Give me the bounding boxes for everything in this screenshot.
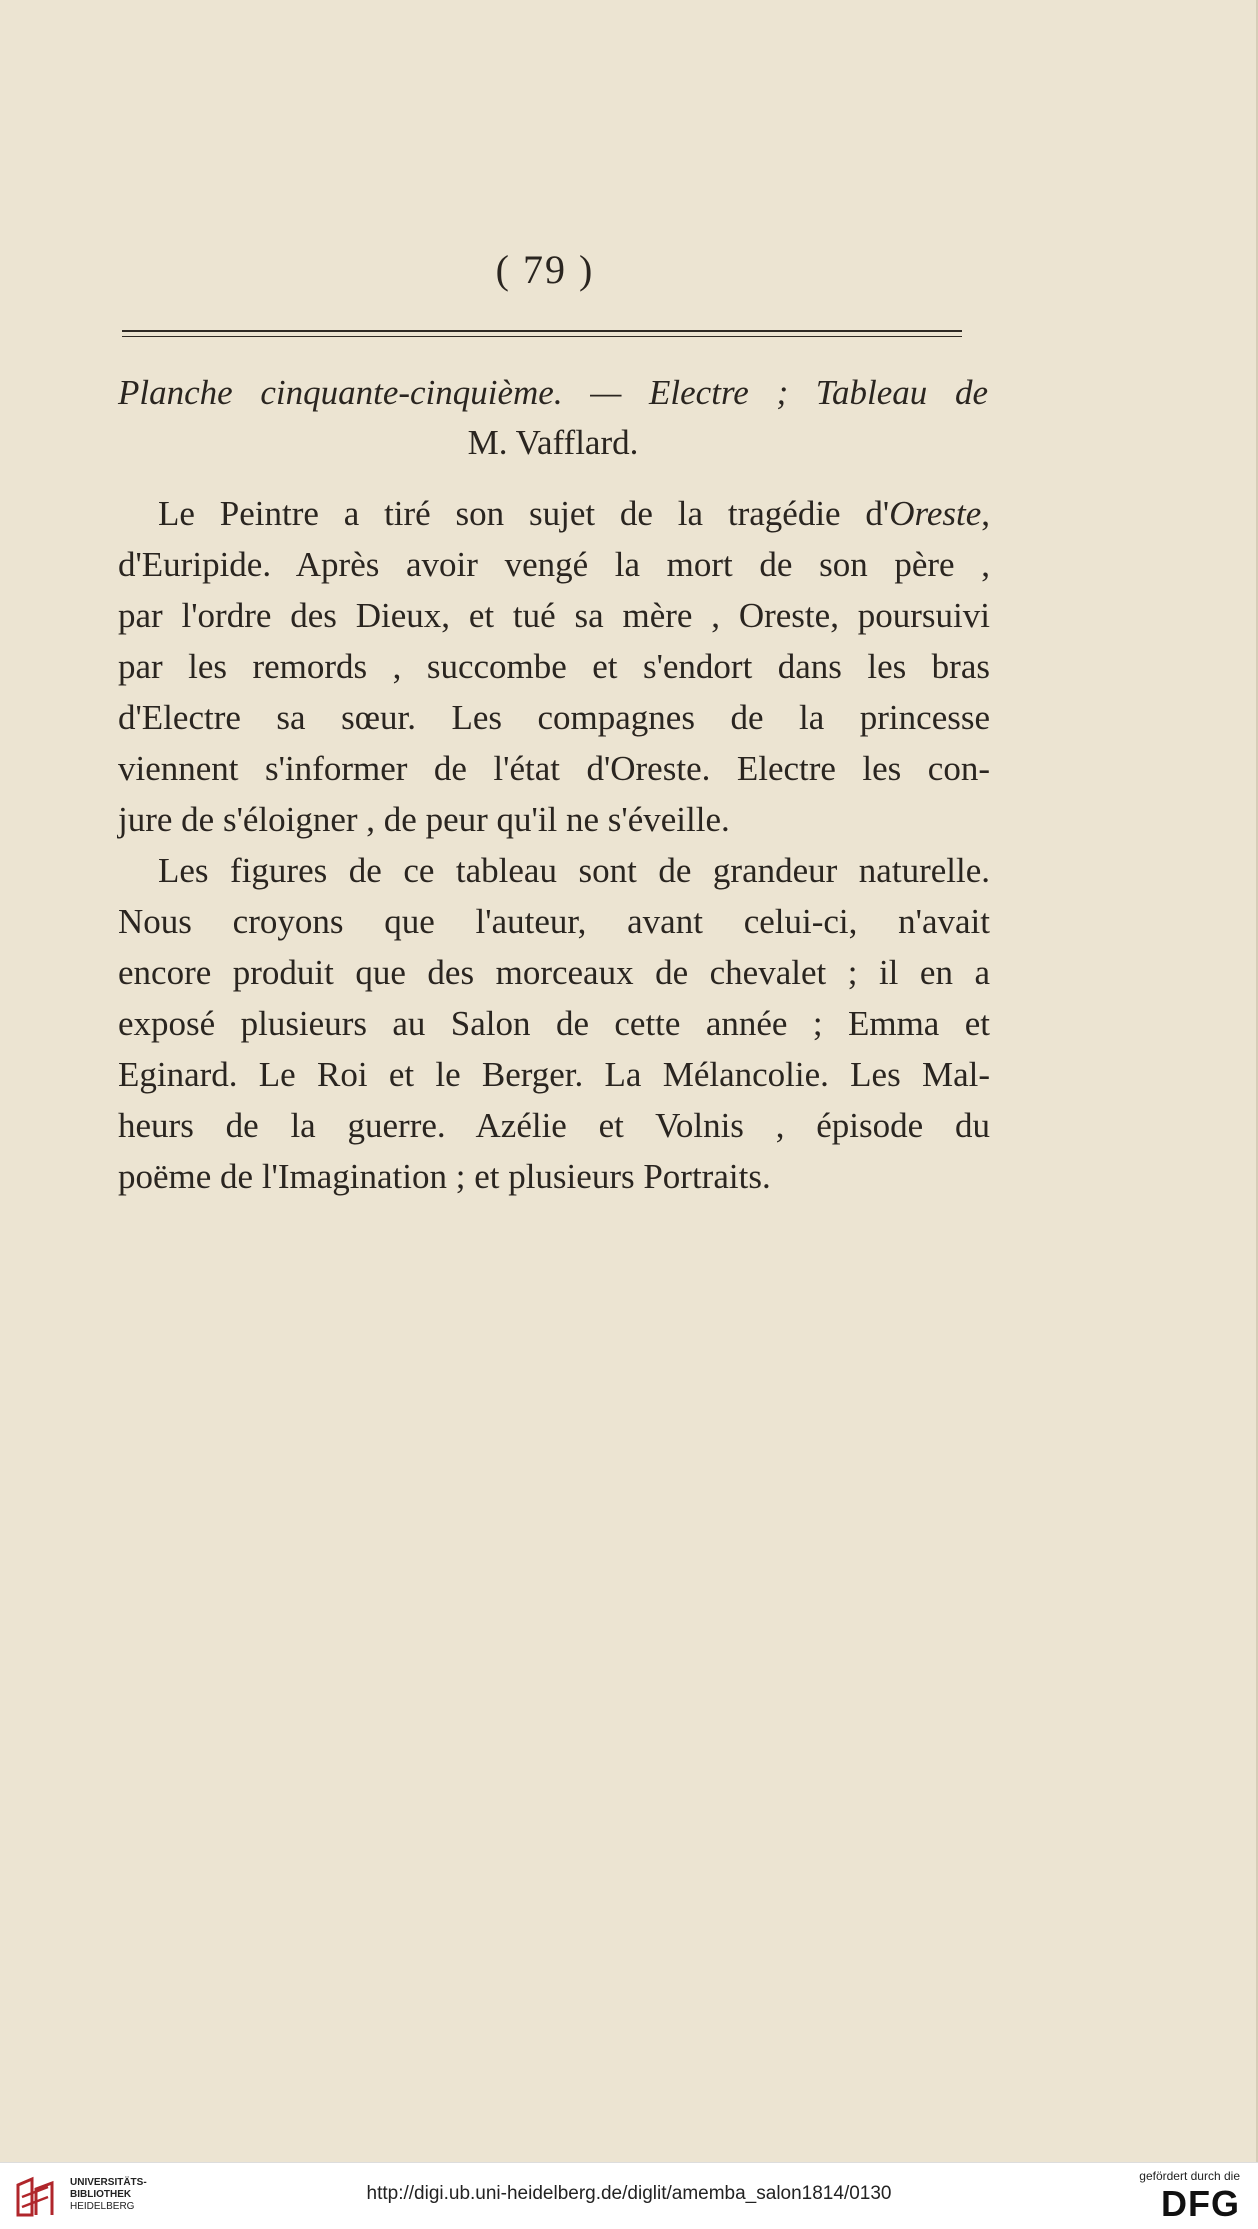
permalink-url[interactable]: http://digi.ub.uni-heidelberg.de/diglit/amemba_salon1814/0130 [366,2183,892,2204]
text-line: jure de s'éloigner , de peur qu'il ne s'éveille. [118,800,730,839]
paragraph-1 [118,488,990,845]
text-line: poëme de l'Imagination ; et plusieurs Portraits. [118,1157,771,1196]
text-span: , [981,494,990,533]
library-name-line: UNIVERSITÄTS- [70,2177,147,2188]
text-line: Eginard. Le Roi et le Berger. La Mélancolie. Les Mal- [118,1055,990,1094]
plate-caption [118,368,988,468]
text-line: exposé plusieurs au Salon de cette année ; Emma et [118,1004,990,1043]
text-span: Le Peintre a tiré son sujet de la tragédie d' [158,494,890,533]
paragraph-2 [118,845,990,1202]
text-line: d'Electre sa sœur. Les compagnes de la princesse [118,698,990,737]
text-line: par l'ordre des Dieux, et tué sa mère , Oreste, poursuivi [118,596,990,635]
text-line: viennent s'informer de l'état d'Oreste. Electre les con- [118,749,990,788]
funded-by-label: gefördert durch die [1139,2169,1240,2183]
dfg-logo: DFG [1161,2183,1240,2224]
library-name-line: HEIDELBERG [70,2201,135,2212]
library-name-line: BIBLIOTHEK [70,2189,132,2200]
header-rule [122,330,962,337]
text-line: d'Euripide. Après avoir vengé la mort de son père , [118,545,990,584]
body-text [118,488,990,1202]
caption-artist: M. Vafflard. [467,423,639,462]
text-line: Les figures de ce tableau sont de grandeur naturelle. [158,851,990,890]
viewer-footer [0,2162,1258,2229]
caption-title: Planche cinquante-cinquième. — Electre ; Tableau de [118,373,988,412]
text-line: encore produit que des morceaux de chevalet ; il en a [118,953,990,992]
text-line [118,488,990,539]
text-line: heurs de la guerre. Azélie et Volnis , épisode du [118,1106,990,1145]
text-line: par les remords , succombe et s'endort dans les bras [118,647,990,686]
italic-title: Oreste [889,494,982,533]
page-number: ( 79 ) [495,247,595,292]
text-line: Nous croyons que l'auteur, avant celui-ci, n'avait [118,902,990,941]
